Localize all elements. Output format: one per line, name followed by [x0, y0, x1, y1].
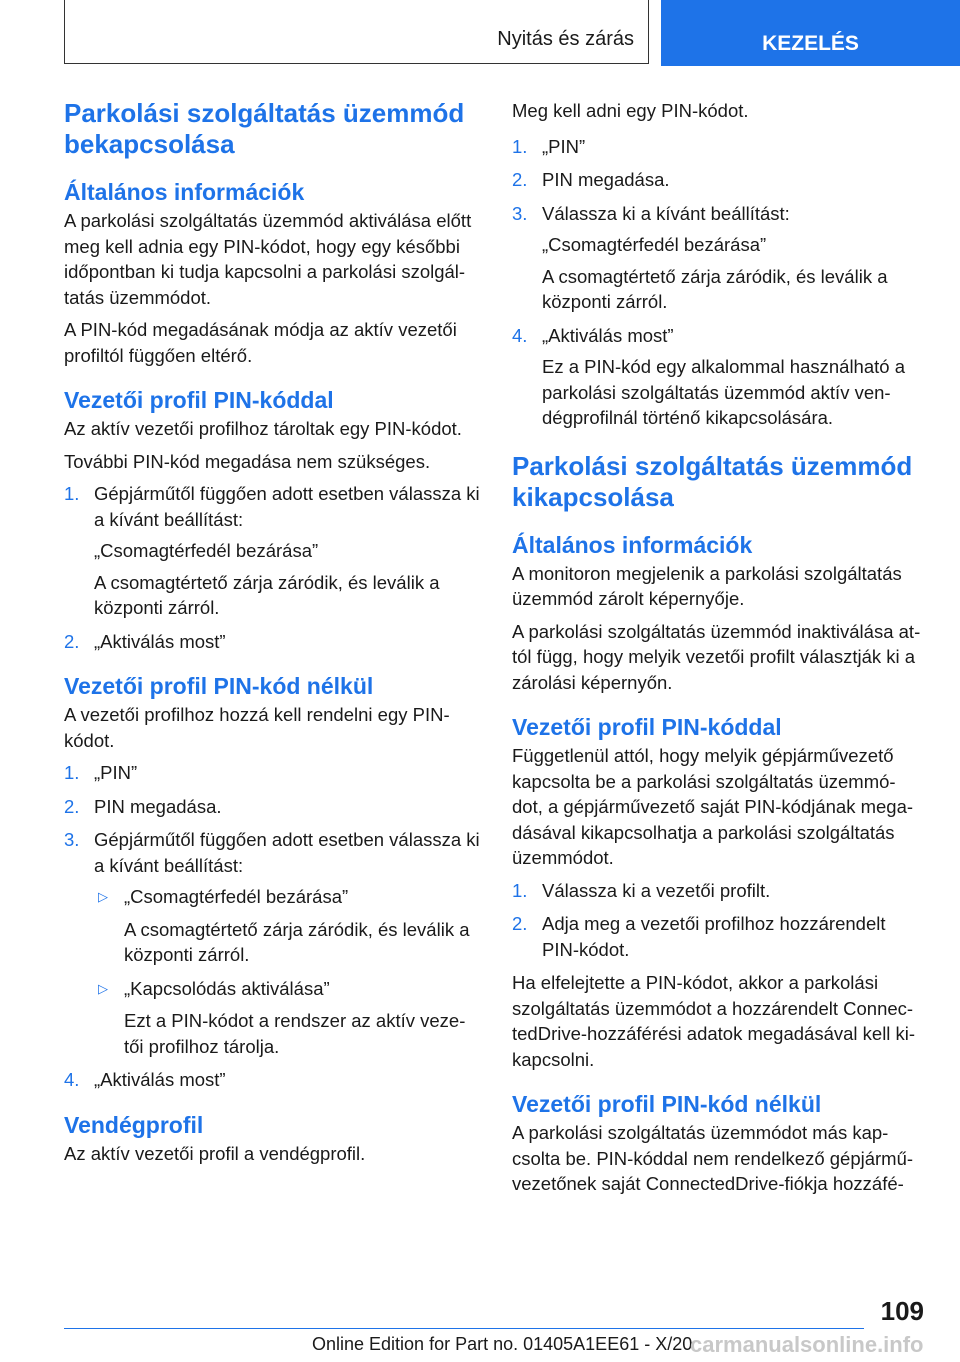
step-number: 1. — [64, 483, 80, 504]
option-title: „Csomagtérfedél bezárása” — [124, 886, 349, 907]
step-list — [512, 878, 926, 963]
list-item — [64, 1067, 484, 1093]
step-number: 4. — [512, 324, 528, 346]
step-number: 4. — [64, 1069, 80, 1090]
triangle-bullet-icon: ▷ — [98, 889, 108, 904]
list-item — [64, 481, 484, 621]
step-number: 1. — [512, 135, 528, 157]
option-item — [94, 976, 484, 1060]
list-item — [512, 323, 926, 431]
step-detail: A csomagtértető zárja záródik, és leválik a központi zárról. — [542, 265, 888, 312]
step-text: Válassza ki a vezetői profilt. — [542, 879, 771, 901]
heading-profile-with-pin: Vezetői profil PIN-kóddal — [512, 714, 782, 740]
paragraph: További PIN-kód megadása nem szükséges. — [64, 450, 431, 472]
step-list — [64, 481, 484, 654]
option-list — [94, 884, 484, 1059]
heading-guest-profile: Vendégprofil — [64, 1111, 204, 1138]
step-text: „Aktiválás most” — [542, 324, 674, 346]
step-number: 3. — [512, 202, 528, 224]
step-number: 1. — [64, 762, 80, 783]
option-desc: A csomagtértető zárja záródik, és leválik a központi zárról. — [124, 918, 470, 965]
step-text: „PIN” — [94, 762, 138, 783]
list-item — [64, 827, 484, 1059]
left-column — [64, 98, 484, 1173]
header-section-box — [64, 0, 649, 64]
footer-divider — [64, 1328, 864, 1329]
list-item — [64, 794, 484, 820]
step-text: Gépjárműtől függően adott esetben válassza ki a kívánt beállítást: — [94, 829, 480, 876]
page-number: 109 — [880, 1296, 924, 1326]
paragraph: Függetlenül attól, hogy melyik gépjárművezető kapcsolta be a parkolási szolgáltatás üzemmó-dot, a gépjárművezető saját PIN-kódjának mega-dásával kikapcsolhatja a parkolási szolgáltatás üzemmódot. — [512, 745, 914, 868]
option-title: „Kapcsolódás aktiválása” — [124, 977, 330, 999]
step-detail: „Csomagtérfedél bezárása” — [542, 234, 767, 255]
step-text: PIN megadása. — [94, 795, 222, 817]
step-number: 3. — [64, 829, 80, 850]
step-text: „Aktiválás most” — [94, 630, 226, 652]
step-list — [64, 760, 484, 1093]
step-detail: Ez a PIN-kód egy alkalommal használható a parkolási szolgáltatás üzemmód aktív ven-dégprofilnál történő kikapcsolására. — [542, 356, 905, 428]
step-text: PIN megadása. — [542, 169, 670, 190]
step-text: Gépjárműtől függően adott esetben válassza ki a kívánt beállítást: — [94, 483, 480, 530]
step-list — [512, 134, 926, 431]
heading-deactivate: Parkolási szolgáltatás üzemmód kikapcsolása — [512, 450, 913, 512]
heading-general-info: Általános információk — [64, 179, 305, 205]
paragraph: A PIN-kód megadásának módja az aktív vezetői profiltól függően eltérő. — [64, 319, 457, 366]
heading-profile-without-pin: Vezetői profil PIN-kód nélkül — [512, 1091, 822, 1117]
paragraph: A vezetői profilhoz hozzá kell rendelni egy PIN-kódot. — [64, 704, 450, 751]
footer-edition: Online Edition for Part no. 01405A1EE61 - X/20 — [312, 1334, 693, 1354]
step-detail: „Csomagtérfedél bezárása” — [94, 540, 319, 561]
right-column — [512, 98, 926, 1204]
step-text: „Aktiválás most” — [94, 1069, 226, 1090]
watermark: carmanualsonline.info — [690, 1332, 924, 1357]
step-text: Adja meg a vezetői profilhoz hozzárendelt PIN-kódot. — [542, 913, 886, 960]
step-number: 2. — [64, 630, 80, 652]
paragraph: A parkolási szolgáltatás üzemmód inaktiválása at-tól függ, hogy melyik vezetői profilt választják ki a zárolási képernyőn. — [512, 620, 921, 693]
option-item — [94, 884, 484, 968]
option-desc: Ezt a PIN-kódot a rendszer az aktív veze-tői profilhoz tárolja. — [124, 1010, 466, 1057]
chapter-tab — [661, 0, 960, 66]
list-item — [512, 911, 926, 962]
step-detail: A csomagtértető zárja záródik, és leválik a központi zárról. — [94, 571, 440, 618]
triangle-bullet-icon: ▷ — [98, 980, 108, 996]
paragraph: Az aktív vezetői profil a vendégprofil. — [64, 1142, 366, 1164]
paragraph: A monitoron megjelenik a parkolási szolgáltatás üzemmód zárolt képernyője. — [512, 562, 902, 609]
chapter-title: KEZELÉS — [762, 32, 859, 55]
paragraph: Meg kell adni egy PIN-kódot. — [512, 100, 749, 121]
section-title: Nyitás és zárás — [497, 28, 634, 50]
step-number: 1. — [512, 879, 528, 901]
list-item — [512, 167, 926, 193]
list-item — [512, 878, 926, 904]
step-number: 2. — [512, 913, 528, 934]
heading-general-info: Általános információk — [512, 531, 753, 558]
heading-activate: Parkolási szolgáltatás üzemmód bekapcsolása — [64, 98, 465, 159]
heading-profile-with-pin: Vezetői profil PIN-kóddal — [64, 387, 334, 413]
heading-profile-without-pin: Vezetői profil PIN-kód nélkül — [64, 673, 374, 699]
step-text: „PIN” — [542, 135, 586, 157]
list-item — [512, 134, 926, 160]
paragraph: Ha elfelejtette a PIN-kódot, akkor a parkolási szolgáltatás üzemmódot a hozzárendelt Connec-tedDrive-hozzáférési adatok megadásával kell ki-kapcsolni. — [512, 972, 916, 1070]
step-number: 2. — [64, 795, 80, 817]
paragraph: Az aktív vezetői profilhoz tároltak egy PIN-kódot. — [64, 418, 462, 439]
paragraph: A parkolási szolgáltatás üzemmód aktiválása előtt meg kell adnia egy PIN-kódot, hogy egy későbbi időpontban ki tudja kapcsolni a parkolási szolgál-tatás üzemmódot. — [64, 210, 472, 308]
step-text: Válassza ki a kívánt beállítást: — [542, 202, 790, 224]
step-number: 2. — [512, 169, 528, 190]
list-item — [64, 629, 484, 655]
list-item — [64, 760, 484, 786]
paragraph: A parkolási szolgáltatás üzemmódot más kap-csolta be. PIN-kóddal nem rendelkező gépjármű-vezetőnek saját ConnectedDrive-fiókja hozzáfé- — [512, 1122, 914, 1194]
list-item — [512, 201, 926, 315]
